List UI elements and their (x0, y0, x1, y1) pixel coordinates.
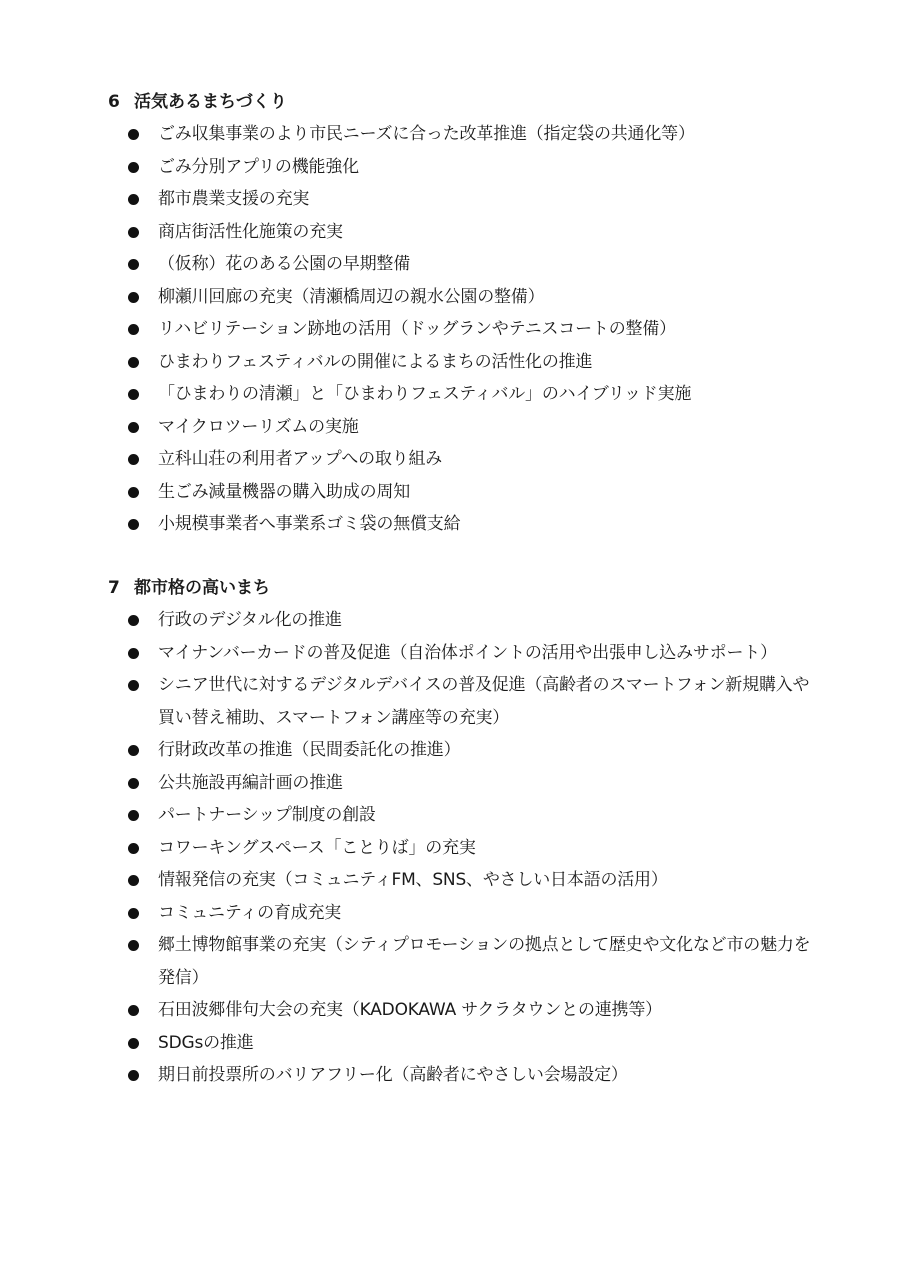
bullet-icon (128, 810, 139, 821)
list-item: ひまわりフェスティバルの開催によるまちの活性化の推進 (108, 346, 818, 379)
bullet-list (108, 604, 818, 1092)
list-item: リハビリテーション跡地の活用（ドッグランやテニスコートの整備） (108, 313, 818, 346)
list-item: 「ひまわりの清瀬」と「ひまわりフェスティバル」のハイブリッド実施 (108, 378, 818, 411)
section-number: 7 (108, 578, 120, 598)
list-item: SDGsの推進 (108, 1027, 818, 1060)
list-item: ごみ収集事業のより市民ニーズに合った改革推進（指定袋の共通化等） (108, 118, 818, 151)
list-item: 都市農業支援の充実 (108, 183, 818, 216)
section-heading (108, 90, 818, 114)
section-heading (108, 576, 818, 600)
bullet-icon (128, 519, 139, 530)
list-item: 柳瀬川回廊の充実（清瀬橋周辺の親水公園の整備） (108, 281, 818, 314)
list-item: 期日前投票所のバリアフリー化（高齢者にやさしい会場設定） (108, 1059, 818, 1092)
bullet-icon (128, 292, 139, 303)
list-item: （仮称）花のある公園の早期整備 (108, 248, 818, 281)
bullet-icon (128, 487, 139, 498)
section-title: 都市格の高いまち (134, 578, 270, 598)
list-item: マイクロツーリズムの実施 (108, 411, 818, 444)
list-item: 行財政改革の推進（民間委託化の推進） (108, 734, 818, 767)
bullet-icon (128, 615, 139, 626)
bullet-icon (128, 875, 139, 886)
bullet-icon (128, 259, 139, 270)
bullet-icon (128, 389, 139, 400)
list-item: 生ごみ減量機器の購入助成の周知 (108, 476, 818, 509)
list-item: ごみ分別アプリの機能強化 (108, 151, 818, 184)
list-item: マイナンバーカードの普及促進（自治体ポイントの活用や出張申し込みサポート） (108, 637, 818, 670)
section-6 (108, 90, 818, 541)
bullet-list (108, 118, 818, 541)
list-item: 郷土博物館事業の充実（シティプロモーションの拠点として歴史や文化など市の魅力を発信） (108, 929, 818, 994)
bullet-icon (128, 1005, 139, 1016)
bullet-icon (128, 129, 139, 140)
bullet-icon (128, 194, 139, 205)
list-item: パートナーシップ制度の創設 (108, 799, 818, 832)
bullet-icon (128, 162, 139, 173)
bullet-icon (128, 324, 139, 335)
bullet-icon (128, 778, 139, 789)
list-item: 小規模事業者へ事業系ゴミ袋の無償支給 (108, 508, 818, 541)
bullet-icon (128, 940, 139, 951)
bullet-icon (128, 843, 139, 854)
bullet-icon (128, 648, 139, 659)
list-item: コワーキングスペース「ことりば」の充実 (108, 832, 818, 865)
bullet-icon (128, 1070, 139, 1081)
bullet-icon (128, 422, 139, 433)
section-7 (108, 576, 818, 1092)
list-item: 石田波郷俳句大会の充実（KADOKAWA サクラタウンとの連携等） (108, 994, 818, 1027)
list-item: 公共施設再編計画の推進 (108, 767, 818, 800)
list-item: 情報発信の充実（コミュニティFM、SNS、やさしい日本語の活用） (108, 864, 818, 897)
list-item: シニア世代に対するデジタルデバイスの普及促進（高齢者のスマートフォン新規購入や買い替え補助、スマートフォン講座等の充実） (108, 669, 818, 734)
section-title: 活気あるまちづくり (134, 92, 287, 112)
list-item: コミュニティの育成充実 (108, 897, 818, 930)
bullet-icon (128, 908, 139, 919)
list-item: 行政のデジタル化の推進 (108, 604, 818, 637)
bullet-icon (128, 357, 139, 368)
list-item: 立科山荘の利用者アップへの取り組み (108, 443, 818, 476)
bullet-icon (128, 680, 139, 691)
list-item: 商店街活性化施策の充実 (108, 216, 818, 249)
bullet-icon (128, 1038, 139, 1049)
bullet-icon (128, 745, 139, 756)
section-number: 6 (108, 92, 120, 112)
bullet-icon (128, 227, 139, 238)
bullet-icon (128, 454, 139, 465)
